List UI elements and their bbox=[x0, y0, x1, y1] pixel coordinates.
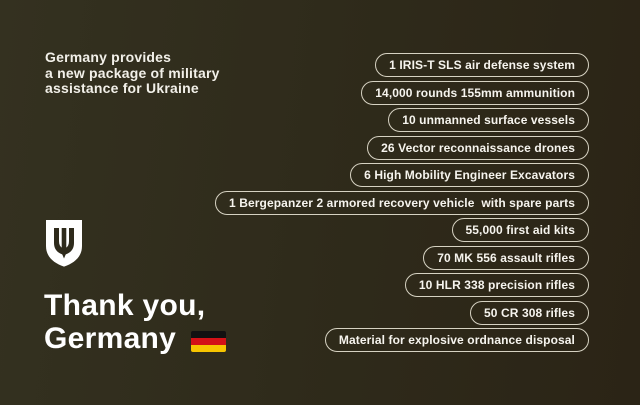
aid-item-pill: 70 MK 556 assault rifles bbox=[423, 246, 589, 270]
flag-stripe-red bbox=[191, 338, 226, 345]
flag-stripe-black bbox=[191, 331, 226, 338]
aid-item-pill: 50 CR 308 rifles bbox=[470, 301, 589, 325]
aid-items-list bbox=[215, 53, 589, 352]
germany-flag-icon bbox=[191, 331, 226, 352]
aid-item-pill: 6 High Mobility Engineer Excavators bbox=[350, 163, 589, 187]
thank-you-line2: Germany bbox=[44, 322, 177, 355]
aid-item-pill: 1 IRIS-T SLS air defense system bbox=[375, 53, 589, 77]
thank-you-headline bbox=[44, 289, 226, 355]
aid-item-pill: Material for explosive ordnance disposal bbox=[325, 328, 589, 352]
aid-item-pill: 10 unmanned surface vessels bbox=[388, 108, 589, 132]
intro-line: a new package of military bbox=[45, 64, 220, 81]
flag-stripe-gold bbox=[191, 345, 226, 352]
intro-line: assistance for Ukraine bbox=[45, 80, 199, 96]
aid-item-pill: 26 Vector reconnaissance drones bbox=[367, 136, 589, 160]
intro-line: Germany provides bbox=[45, 49, 172, 65]
aid-item-pill: 55,000 first aid kits bbox=[452, 218, 590, 242]
intro-text bbox=[45, 50, 220, 97]
ukraine-mod-trident-shield-icon bbox=[44, 218, 84, 268]
aid-item-pill: 10 HLR 338 precision rifles bbox=[405, 273, 589, 297]
aid-item-pill: 1 Bergepanzer 2 armored recovery vehicle with spare parts bbox=[215, 191, 589, 215]
thank-you-line1: Thank you, bbox=[44, 289, 206, 322]
aid-item-pill: 14,000 rounds 155mm ammunition bbox=[361, 81, 589, 105]
